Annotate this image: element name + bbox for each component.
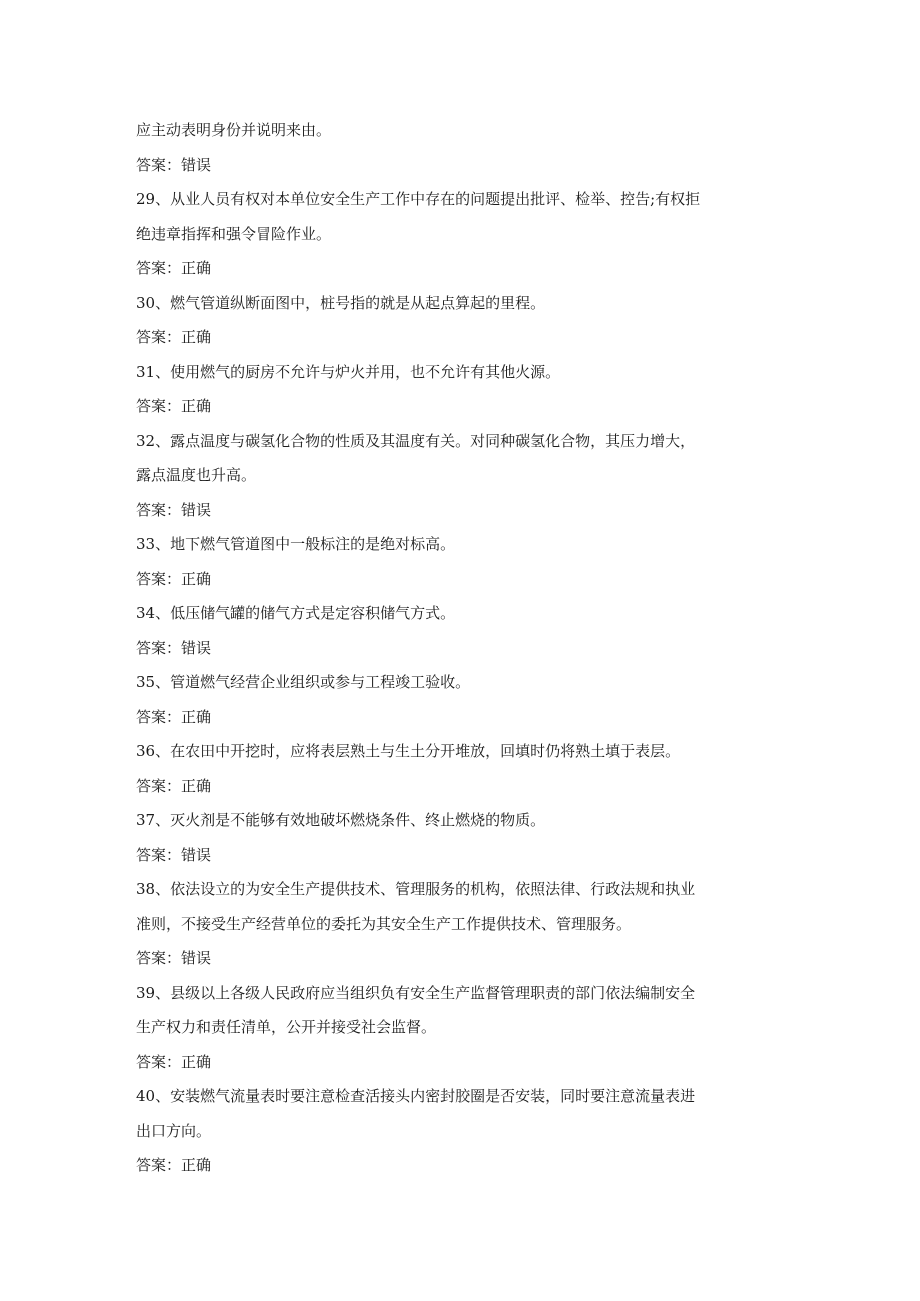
answer-line	[136, 700, 786, 735]
question-block	[136, 976, 786, 1080]
answer-line	[136, 838, 786, 873]
answer-line	[136, 631, 786, 666]
answer-label: 答案：	[136, 569, 182, 588]
answer-line	[136, 562, 786, 597]
answer-value: 错误	[181, 500, 212, 519]
question-block	[136, 286, 786, 355]
question-text-line: 32、露点温度与碳氢化合物的性质及其温度有关。对同种碳氢化合物，其压力增大，	[136, 431, 696, 450]
answer-line	[136, 389, 786, 424]
answer-value: 正确	[181, 259, 212, 277]
question-text-line: 30、燃气管道纵断面图中，桩号指的就是从起点算起的里程。	[136, 293, 546, 312]
answer-label: 答案：	[136, 949, 182, 967]
question-text-line: 38、依法设立的为安全生产提供技术、管理服务的机构，依照法律、行政法规和执业	[136, 880, 696, 898]
answer-label: 答案：	[136, 845, 182, 864]
question-text-line: 33、地下燃气管道图中一般标注的是绝对标高。	[136, 535, 456, 553]
answer-line	[136, 769, 786, 804]
answer-value: 正确	[181, 328, 212, 346]
answer-value: 错误	[181, 638, 212, 657]
answer-line	[136, 1148, 786, 1183]
answer-label: 答案：	[136, 638, 182, 657]
answer-label: 答案：	[136, 500, 182, 519]
question-text-line: 37、灭火剂是不能够有效地破坏燃烧条件、终止燃烧的物质。	[136, 811, 546, 829]
answer-value: 错误	[181, 845, 212, 864]
question-block	[136, 424, 786, 528]
answer-label: 答案：	[136, 776, 182, 795]
question-text-line: 准则，不接受生产经营单位的委托为其安全生产工作提供技术、管理服务。	[136, 914, 632, 933]
question-text-line: 绝违章指挥和强令冒险作业。	[136, 224, 332, 243]
question-text-line: 应主动表明身份并说明来由。	[136, 121, 332, 139]
answer-line	[136, 493, 786, 528]
answer-label: 答案：	[136, 1052, 182, 1071]
question-text-line: 露点温度也升高。	[136, 466, 257, 484]
answer-line	[136, 1045, 786, 1080]
answer-line	[136, 251, 786, 286]
answer-value: 正确	[181, 397, 212, 415]
answer-value: 正确	[181, 1156, 212, 1174]
question-block	[136, 1079, 786, 1183]
question-text-line: 31、使用燃气的厨房不允许与炉火并用，也不允许有其他火源。	[136, 362, 561, 381]
answer-label: 答案：	[136, 1156, 182, 1174]
question-text-line: 生产权力和责任清单，公开并接受社会监督。	[136, 1018, 437, 1036]
answer-line	[136, 941, 786, 976]
answer-label: 答案：	[136, 397, 182, 415]
answer-label: 答案：	[136, 707, 182, 726]
answer-value: 正确	[181, 707, 212, 726]
question-text-line: 出口方向。	[136, 1121, 212, 1140]
question-text-line: 34、低压储气罐的储气方式是定容积储气方式。	[136, 604, 456, 622]
question-text-line: 40、安装燃气流量表时要注意检查活接头内密封胶圈是否安装，同时要注意流量表进	[136, 1087, 696, 1105]
answer-value: 错误	[181, 949, 212, 967]
answer-value: 正确	[181, 1052, 212, 1071]
answer-label: 答案：	[136, 155, 182, 174]
question-text-line: 35、管道燃气经营企业组织或参与工程竣工验收。	[136, 673, 471, 691]
continuation-block	[136, 113, 786, 182]
answer-value: 正确	[181, 569, 212, 588]
question-block	[136, 355, 786, 424]
document-page	[136, 113, 786, 1183]
answer-value: 错误	[181, 155, 212, 174]
question-block	[136, 596, 786, 665]
question-block	[136, 527, 786, 596]
answer-label: 答案：	[136, 259, 182, 277]
question-text-line: 39、县级以上各级人民政府应当组织负有安全生产监督管理职责的部门依法编制安全	[136, 983, 696, 1002]
question-block	[136, 734, 786, 803]
answer-line	[136, 148, 786, 183]
question-block	[136, 872, 786, 976]
question-text-line: 29、从业人员有权对本单位安全生产工作中存在的问题提出批评、检举、控告;有权拒	[136, 190, 701, 208]
question-block	[136, 182, 786, 286]
question-text-line: 36、在农田中开挖时，应将表层熟土与生土分开堆放，回填时仍将熟土填于表层。	[136, 742, 681, 760]
answer-line	[136, 320, 786, 355]
answer-label: 答案：	[136, 328, 182, 346]
answer-value: 正确	[181, 776, 212, 795]
question-block	[136, 803, 786, 872]
question-block	[136, 665, 786, 734]
